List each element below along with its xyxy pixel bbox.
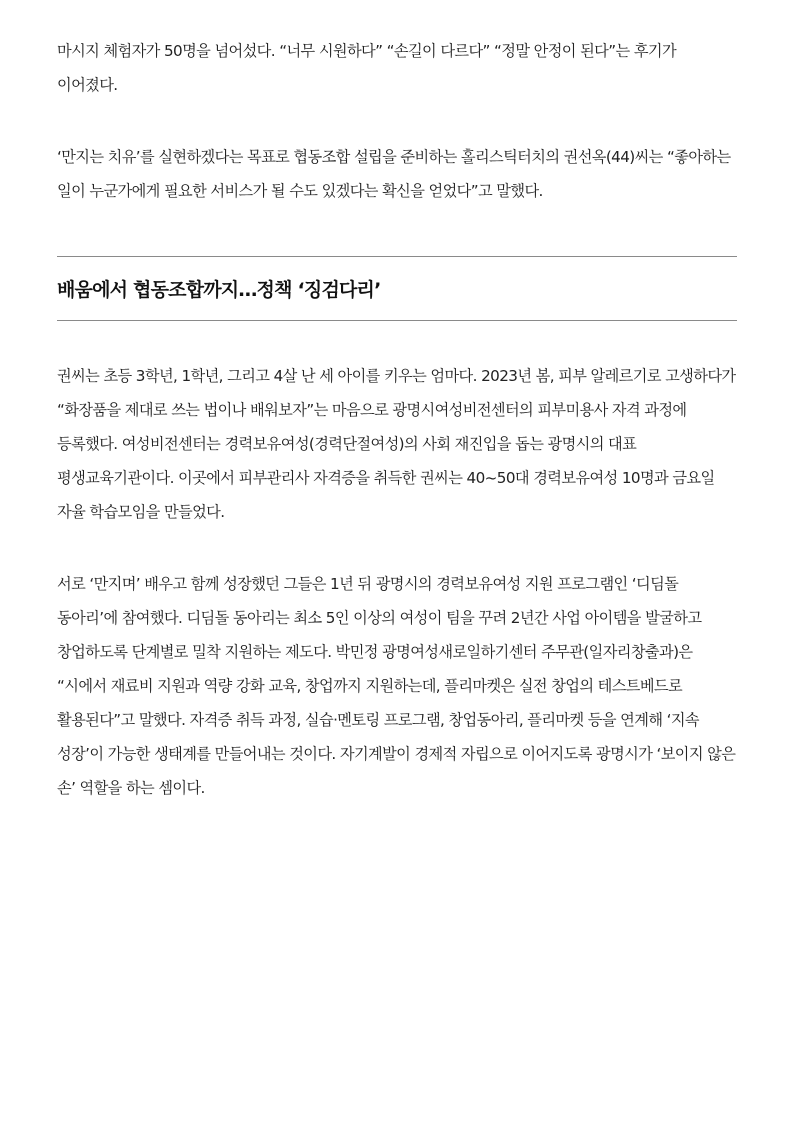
article-body (57, 34, 737, 805)
paragraph-didimdol-club: 서로 ‘만지며’ 배우고 함께 성장했던 그들은 1년 뒤 광명시의 경력보유여성 지원 프로그램인 ‘디딤돌 동아리’에 참여했다. 디딤돌 동아리는 최소 5인 이상의 여성이 팀을 꾸려 2년간 사업 아이템을 발굴하고 창업하도록 단계별로 밀착 지원하는 제도다. 박민정 광명여성새로일하기센터 주무관(일자리창출과)은 “시에서 재료비 지원과 역량 강화 교육, 창업까지 지원하는데, 플리마켓은 실전 창업의 테스트베드로 활용된다”고 말했다. 자격증 취득 과정, 실습·멘토링 프로그램, 창업동아리, 플리마켓 등을 연계해 ‘지속 성장’이 가능한 생태계를 만들어내는 것이다. 자기계발이 경제적 자립으로 이어지도록 광명시가 ‘보이지 않은 손’ 역할을 하는 셈이다. (57, 575, 736, 797)
paragraph-gap (57, 102, 737, 140)
paragraph-massage-reviews: 마시지 체험자가 50명을 넘어섰다. “너무 시원하다” “손길이 다르다” “정말 안정이 된다”는 후기가 이어졌다. (57, 42, 677, 94)
section-heading: 배움에서 협동조합까지…정책 ‘징검다리’ (57, 279, 381, 301)
section-gap (57, 321, 737, 359)
paragraph-kwon-background: 권씨는 초등 3학년, 1학년, 그리고 4살 난 세 아이를 키우는 엄마다. 2023년 봄, 피부 알레르기로 고생하다가 “화장품을 제대로 쓰는 법이나 배워보자”는 마음으로 광명시여성비전센터의 피부미용사 자격 과정에 등록했다. 여성비전센터는 경력보유여성(경력단절여성)의 사회 재진입을 돕는 광명시의 대표 평생교육기관이다. 이곳에서 피부관리사 자격증을 취득한 권씨는 40~50대 경력보유여성 10명과 금요일 자율 학습모임을 만들었다. (57, 367, 736, 521)
paragraph-kwon-quote: ‘만지는 치유’를 실현하겠다는 목표로 협동조합 설립을 준비하는 홀리스틱터치의 권선옥(44)씨는 “좋아하는 일이 누군가에게 필요한 서비스가 될 수도 있겠다는 확신을 얻었다”고 말했다. (57, 148, 731, 200)
paragraph-gap (57, 529, 737, 567)
section-gap (57, 208, 737, 256)
